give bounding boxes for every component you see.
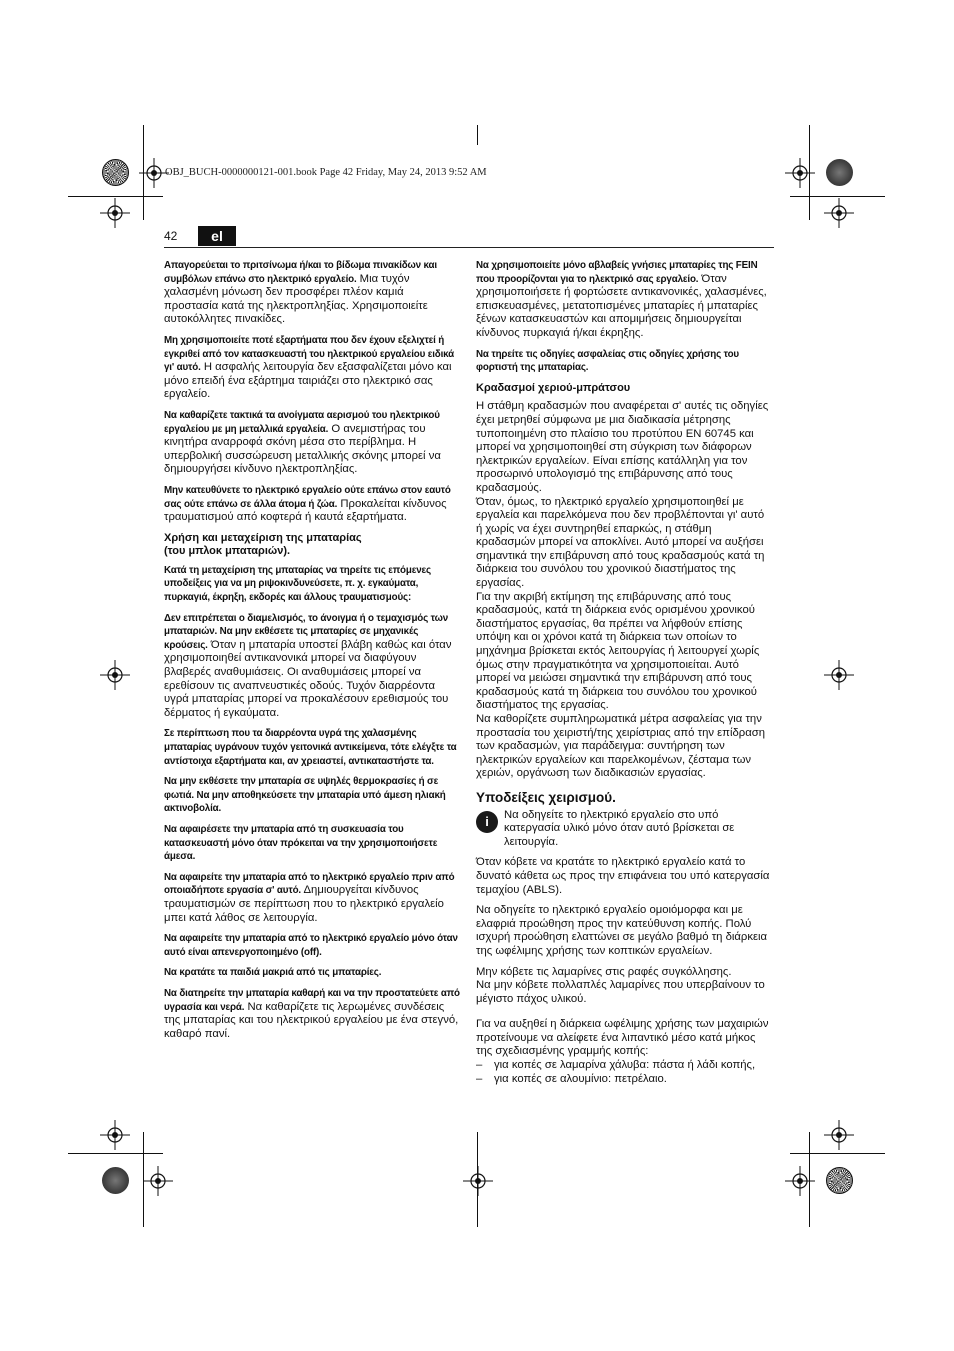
note-text: Να οδηγείτε το ηλεκτρικό εργαλείο στο υπό κατεργασία υλικό μόνο όταν αυτό βρίσκεται σε λειτουργία.	[504, 808, 735, 848]
warning-text: Σε περίπτωση που τα διαρρέοντα υγρά της χαλασμένης μπαταρίας υγράνουν τυχόν γειτονικά αντικείμενα, τότε ελέγξτε τα αντίστοιχα εξαρτήματα και, αν χρειαστεί, αντικαταστήστε τα.	[164, 728, 457, 767]
warning-text: Δεν επιτρέπεται ο διαμελισμός, το άνοιγμα ή ο τεμαχισμός των μπαταριών. Να μην εκθέσετε τις μπαταρίες σε μηχανικές κρούσεις.	[164, 612, 449, 651]
list-item	[476, 1073, 772, 1087]
left-column	[164, 259, 460, 1048]
crop-line	[68, 196, 163, 197]
crosshair-mark-icon	[100, 660, 130, 690]
paragraph: Να καθορίζετε συμπληρωματικά μέτρα ασφαλείας για την προστασία του χειριστή/της χειρίστριας από την επίδραση των κραδασμών, για παράδειγμα: συντήρηση των ηλεκτρικών εργαλείων και παρελκομένων, ζέσταμα των χεριών, οργάνωση των διαδικασιών εργασίας.	[476, 713, 765, 780]
list-item	[476, 1059, 772, 1073]
paragraph	[164, 987, 460, 1041]
paragraph	[476, 348, 772, 375]
crop-line	[477, 125, 478, 145]
paragraph	[164, 334, 460, 402]
paragraph	[164, 932, 460, 959]
body-text: Ο ανεμιστήρας του κινητήρα αναρροφά σκόνη μέσα στο περίβλημα. Η υπερβολική συσσώρευση μεταλλικής σκόνης μπορεί να δημιουργήσει κίνδυνο ηλεκτροπληξίας.	[164, 422, 441, 476]
paragraph	[164, 259, 460, 327]
paragraph	[164, 727, 460, 768]
warning-text: Να αφαιρέσετε την μπαταρία από τη συσκευασία του κατασκευαστή μόνο όταν πρόκειται να την χρησιμοποιήσετε άμεσα.	[164, 823, 438, 863]
paragraph: Για να αυξηθεί η διάρκεια ωφέλιμης χρήσης των μαχαιριών προτείνουμε να αλείφετε ένα λιπαντικό μέσο κατά μήκος της σχεδιασμένης γραμμής κοπής:	[476, 1018, 769, 1058]
crosshair-mark-icon	[824, 660, 854, 690]
page-number: 42	[164, 229, 178, 243]
warning-text: Να μην εκθέσετε την μπαταρία σε υψηλές θερμοκρασίες ή σε φωτιά. Να μην αποθηκεύσετε την μπαταρία υπό άμεση ηλιακή ακτινοβολία.	[164, 776, 446, 815]
crop-line	[68, 1153, 163, 1154]
heading-line: (του μπλοκ μπαταριών).	[164, 545, 291, 558]
paragraph	[164, 823, 460, 864]
warning-text: Να κρατάτε τα παιδιά μακριά από τις μπαταρίες.	[164, 967, 382, 979]
right-column	[476, 259, 772, 1086]
body-text: Μια τυχόν χαλασμένη μόνωση δεν προσφέρει πλέον καμιά προστασία κατά της ηλεκτροπληξίας. Χρησιμοποιείτε αυτοκόλλητες πινακίδες.	[164, 272, 428, 326]
registration-disc-icon	[826, 1167, 853, 1194]
warning-text: Κατά τη μεταχείριση της μπαταρίας να τηρείτε τις επόμενες υποδείξεις για να μη ριψοκινδυνεύσετε, π. χ. εγκαύματα, πυρκαγιά, έκρηξη, εκδορές και άλλους τραυματισμούς:	[164, 564, 431, 604]
list-item-text: για κοπές σε αλουμίνιο: πετρέλαιο.	[494, 1072, 667, 1085]
warning-text: Απαγορεύεται το πριτσίνωμα ή/και το βίδωμα πινακίδων και συμβόλων επάνω στο ηλεκτρικό εργαλείο.	[164, 260, 437, 285]
crosshair-mark-icon	[100, 198, 130, 228]
crop-line	[790, 196, 885, 197]
registration-disc-icon	[102, 1167, 129, 1194]
crop-line	[790, 1153, 885, 1154]
crosshair-mark-icon	[824, 1120, 854, 1150]
warning-text: Μην κατευθύνετε το ηλεκτρικό εργαλείο ούτε επάνω στον εαυτό σας ούτε επάνω σε άλλα άτομα ή ζώα.	[164, 484, 451, 510]
list-item-text: για κοπές σε λαμαρίνα χάλυβα: πάστα ή λάδι κοπής,	[494, 1059, 756, 1072]
language-badge: el	[198, 226, 236, 246]
crop-line	[143, 1132, 144, 1227]
section-heading-vibration: Κραδασμοί χεριού-μπράτσου	[476, 381, 631, 394]
warning-text: Να τηρείτε τις οδηγίες ασφαλείας στις οδηγίες χρήσης του φορτιστή της μπαταρίας.	[476, 348, 739, 374]
registration-disc-icon	[826, 159, 853, 186]
print-slug: OBJ_BUCH-0000000121-001.book Page 42 Friday, May 24, 2013 9:52 AM	[165, 167, 487, 178]
paragraph: Να οδηγείτε το ηλεκτρικό εργαλείο ομοιόμορφα και με ελαφριά προώθηση προς την κατεύθυνση κοπής. Πολύ ισχυρή προώθηση ελαττώνει σε μεγάλο βαθμό τη διάρκεια της ωφέλιμης χρήσης των κοπτικών εργαλείων.	[476, 904, 768, 957]
paragraph	[164, 966, 460, 980]
header-rule	[164, 247, 774, 248]
crosshair-mark-icon	[785, 1166, 815, 1196]
paragraph	[164, 871, 460, 925]
paragraph	[164, 409, 460, 477]
section-heading-operation: Υποδείξεις χειρισμού.	[476, 789, 616, 805]
dash-bullet: –	[476, 1059, 483, 1072]
paragraph	[164, 484, 460, 525]
paragraph: Όταν, όμως, το ηλεκτρικό εργαλείο χρησιμοποιηθεί με εργαλεία και παρελκόμενα που δεν προβλέπονται γι' αυτό ή χωρίς να έχει συντηρηθεί επαρκώς, η στάθμη κραδασμών μπορεί να αποκλίνει. Αυτό μπορεί να αυξήσει σημαντικά την επιβάρυνση από τους κραδασμούς κατά τη διάρκεια του συνόλου του χρονικού διαστήματος της εργασίας.	[476, 495, 765, 590]
crosshair-mark-icon	[143, 1166, 173, 1196]
body-text: Η ασφαλής λειτουργία δεν εξασφαλίζεται μόνο και μόνο επειδή ένα εξάρτημα ταιριάζει στο ηλεκτρικό σας εργαλείο.	[164, 361, 452, 401]
warning-text: Να διατηρείτε την μπαταρία καθαρή και να την προστατεύετε από υγρασία και νερά.	[164, 987, 460, 1013]
warning-text: Να χρησιμοποιείτε μόνο αβλαβείς γνήσιες μπαταρίες της FEIN που προορίζονται για το ηλεκτρικό σας εργαλείο.	[476, 260, 758, 285]
crop-line	[143, 125, 144, 220]
body-text: Προκαλείται κίνδυνος τραυματισμού από κοφτερά ή καυτά εξαρτήματα.	[164, 497, 447, 524]
crosshair-mark-icon	[463, 1166, 493, 1196]
body-text: Δημιουργείται κίνδυνος τραυματισμών σε περίπτωση που το ηλεκτρικό εργαλείο μπει κατά λάθος σε λειτουργία.	[164, 884, 444, 924]
warning-text: Να αφαιρείτε την μπαταρία από το ηλεκτρικό εργαλείο πριν από οποιαδήποτε εργασία σ' αυτό.	[164, 871, 455, 897]
paragraph	[476, 259, 772, 341]
paragraph	[164, 775, 460, 816]
crosshair-mark-icon	[100, 1120, 130, 1150]
paragraph: Για την ακριβή εκτίμηση της επιβάρυνσης από τους κραδασμούς, κατά τη διάρκεια ενός ορισμένου χρονικού διαστήματος εργασίας, θα πρέπει να λήφθούν επίσης υπόψη και οι χρόνοι κατά τη διάρκεια των οποίων το μηχάνημα βρίσκεται εκτός λειτουργίας ή λειτουργεί χωρίς όμως στην πραγματικότητα να χρησιμοποιείται. Αυτό μπορεί να μειώσει σημαντικά την επιβάρυνση από τους κραδασμούς κατά τη διάρκεια του συνόλου του χρονικού διαστήματος της εργασίας.	[476, 590, 760, 712]
paragraph: Να μην κόβετε πολλαπλές λαμαρίνες που υπερβαίνουν το μέγιστο πάχος υλικού.	[476, 979, 765, 1005]
heading-line: Χρήση και μεταχείριση της μπαταρίας	[164, 531, 362, 544]
body-text: Όταν η μπαταρία υποστεί βλάβη καθώς και όταν χρησιμοποιηθεί αντικανονικά μπορεί να διαφύγουν βλαβερές αναθυμιάσεις. Οι αναθυμιάσεις μπορεί να ερεθίσουν τις αναπνευστικές οδούς. Τυχόν διαρρέοντα υγρά μπαταρίας μπορεί να προκαλέσουν ερεθισμούς του δέρματος ή εγκαύματα.	[164, 638, 452, 719]
crosshair-mark-icon	[785, 158, 815, 188]
crop-line	[809, 125, 810, 220]
registration-disc-icon	[102, 159, 129, 186]
paragraph: Όταν κόβετε να κρατάτε το ηλεκτρικό εργαλείο κατά το δυνατό κάθετα ως προς την επιφάνεια του υπό κατεργασία τεμαχίου (ABLS).	[476, 856, 770, 896]
section-heading-battery	[164, 532, 460, 559]
warning-text: Να αφαιρείτε την μπαταρία από το ηλεκτρικό εργαλείο μόνο όταν αυτό είναι απενεργοποιημένο (off).	[164, 933, 458, 958]
paragraph	[164, 564, 460, 605]
paragraph	[164, 612, 460, 721]
paragraph: Η στάθμη κραδασμών που αναφέρεται σ' αυτές τις οδηγίες έχει μετρηθεί σύμφωνα με μια διαδικασία μέτρησης τυποποιημένη στο πλαίσιο του προτύπου EN 60745 και μπορεί να χρησιμοποιηθεί στη σύγκριση των διάφορων ηλεκτρικών εργαλείων. Είναι επίσης κατάλληλη για τον προσωρινό υπολογισμό της επιβάρυνσης από τους κραδασμούς.	[476, 400, 769, 494]
operation-note	[476, 809, 772, 850]
warning-text: Μη χρησιμοποιείτε ποτέ εξαρτήματα που δεν έχουν εξελιχτεί ή εγκριθεί από τον κατασκευαστή του ηλεκτρικού εργαλείου ειδικά γι' αυτό.	[164, 334, 455, 374]
information-icon: i	[476, 811, 498, 833]
warning-text: Να καθαρίζετε τακτικά τα ανοίγματα αερισμού του ηλεκτρικού εργαλείου με μη μεταλλικά εργαλεία.	[164, 409, 440, 435]
crop-line	[809, 1132, 810, 1227]
body-text: Όταν χρησιμοποιήσετε ή φορτώσετε αντικανονικές, χαλασμένες, επισκευασμένες, μετατοπισμένες μπαταρίες ή μπαταρίες ξένων κατασκευαστών και απομιμήσεις δημιουργείται κίνδυνος πυρκαγιά ή/και έκρηξης.	[476, 272, 767, 339]
body-text: Να καθαρίζετε τις λερωμένες συνδέσεις της μπαταρίας και του ηλεκτρικού εργαλείου με ένα στεγνό, καθαρό πανί.	[164, 1000, 459, 1040]
crosshair-mark-icon	[824, 198, 854, 228]
dash-bullet: –	[476, 1072, 483, 1085]
paragraph: Μην κόβετε τις λαμαρίνες στις ραφές συγκόλλησης.	[476, 965, 732, 978]
crop-line	[477, 1132, 478, 1227]
